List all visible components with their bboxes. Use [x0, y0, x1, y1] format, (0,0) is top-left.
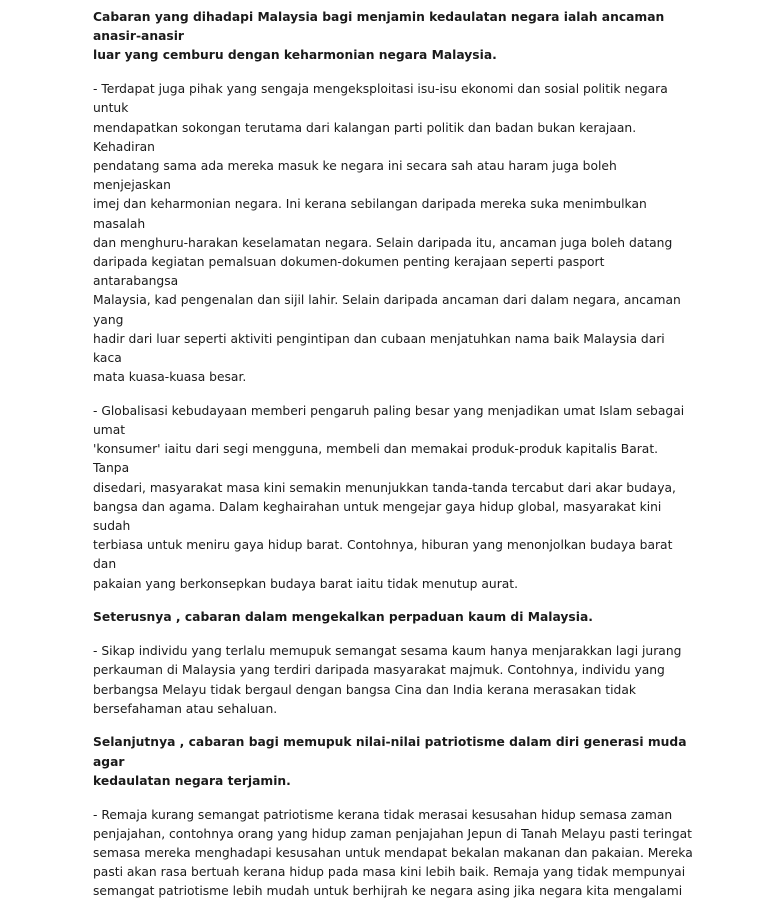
paragraph-globalisation: - Globalisasi kebudayaan memberi pengaruh paling besar yang menjadikan umat Islam sebagai umat 'konsumer' iaitu dari segi mengguna, membeli dan memakai produk-produk kapitalis Barat. Tanpa disedari, masyarakat masa kini semakin menunjukkan tanda-tanda tercabut dari akar budaya, bangsa dan agama. Dalam keghairahan untuk mengejar gaya hidup global, masyarakat kini sudah terbiasa untuk meniru gaya hidup barat. Contohnya, hiburan yang menonjolkan budaya barat dan pakaian yang berkonsepkan budaya barat iaitu tidak menutup aurat.: [93, 403, 685, 591]
paragraph-racial-attitude: - Sikap individu yang terlalu memupuk semangat sesama kaum hanya menjarakkan lagi jurang perkauman di Malaysia yang terdiri daripada masyarakat majmuk. Contohnya, individu yang berbangsa Melayu tidak bergaul dengan bangsa Cina dan India kerana merasakan tidak bersefahaman atau sehaluan.: [93, 644, 682, 716]
heading-threats: Cabaran yang dihadapi Malaysia bagi menjamin kedaulatan negara ialah ancaman anasir-anasir luar yang cemburu dengan keharmonian negara Malaysia.: [93, 10, 665, 63]
heading-unity: Seterusnya , cabaran dalam mengekalkan perpaduan kaum di Malaysia.: [93, 610, 593, 625]
heading-patriotism: Selanjutnya , cabaran bagi memupuk nilai-nilai patriotisme dalam diri generasi muda agar kedaulatan negara terjamin.: [93, 735, 687, 788]
paragraph-exploitation: - Terdapat juga pihak yang sengaja mengeksploitasi isu-isu ekonomi dan sosial politik negara untuk mendapatkan sokongan terutama dari kalangan parti politik dan badan bukan kerajaan. Kehadiran pendatang sama ada mereka masuk ke negara ini secara sah atau haram juga boleh menjejaskan imej dan keharmonian negara. Ini kerana sebilangan daripada mereka suka menimbulkan masalah dan menghuru-harakan keselamatan negara. Selain daripada itu, ancaman juga boleh datang daripada kegiatan pemalsuan dokumen-dokumen penting kerajaan seperti pasport antarabangsa Malaysia, kad pengenalan dan sijil lahir. Selain daripada ancaman dari dalam negara, ancaman yang hadir dari luar seperti aktiviti pengintipan dan cubaan menjatuhkan nama baik Malaysia dari kaca mata kuasa-kuasa besar.: [93, 82, 681, 385]
document-body: [93, 8, 693, 916]
paragraph-youth-patriotism: - Remaja kurang semangat patriotisme kerana tidak merasai kesusahan hidup semasa zaman penjajahan, contohnya orang yang hidup zaman penjajahan Jepun di Tanah Melayu pasti teringat semasa mereka menghadapi kesusahan untuk mendapat bekalan makanan dan pakaian. Mereka pasti akan rasa bertuah kerana hidup pada masa kini lebih baik. Remaja yang tidak mempunyai semangat patriotisme lebih mudah untuk berhijrah ke negara asing jika negara kita mengalami: [93, 807, 693, 899]
